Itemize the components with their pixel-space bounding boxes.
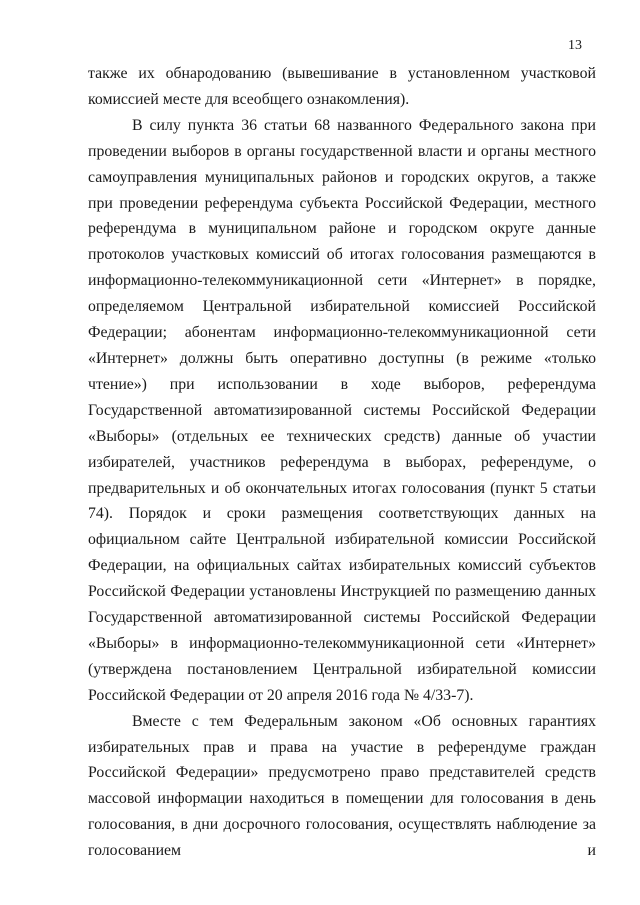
paragraph-election-results-publication: В силу пункта 36 статьи 68 названного Федерального закона при проведении выборов в органы государственной власти и органы местного самоуправления муниципальных районов и городских округов, а также при проведении референдума субъекта Российской Федерации, местного референдума в муниципальном районе и городском округе данные протоколов участковых комиссий об итогах голосования размещаются в информационно-телекоммуникационной сети «Интернет» в порядке, определяемом Центральной избирательной комиссией Российской Федерации; абонентам информационно-телекоммуникационной сети «Интернет» должны быть оперативно доступны (в режиме «только чтение») при использовании в ходе выборов, референдума Государственной автоматизированной системы Российской Федерации «Выборы» (отдельных ее технических средств) данные об участии избирателей, участников референдума в выборах, референдуме, о предварительных и об окончательных итогах голосования (пункт 5 статьи 74). Порядок и сроки размещения соответствующих данных на официальном сайте Центральной избирательной комиссии Российской Федерации, на официальных сайтах избирательных комиссий субъектов Российской Федерации установлены Инструкцией по размещению данных Государственной автоматизированной системы Российской Федерации «Выборы» в информационно-телекоммуникационной сети «Интернет» (утверждена постановлением Центральной избирательной комиссии Российской Федерации от 20 апреля 2016 года № 4/33-7).: [88, 116, 596, 704]
page-number: 13: [568, 38, 582, 53]
paragraph-continuation: также их обнародованию (вывешивание в установленном участковой комиссией месте для всеобщего ознакомления).: [88, 65, 596, 108]
paragraph-media-rights: Вместе с тем Федеральным законом «Об основных гарантиях избирательных прав и права на участие в референдуме граждан Российской Федерации» предусмотрено право представителей средств массовой информации находиться в помещении для голосования в день голосования, в дни досрочного голосования, осуществлять наблюдение за голосованием и: [88, 712, 596, 860]
document-body: [88, 61, 596, 864]
